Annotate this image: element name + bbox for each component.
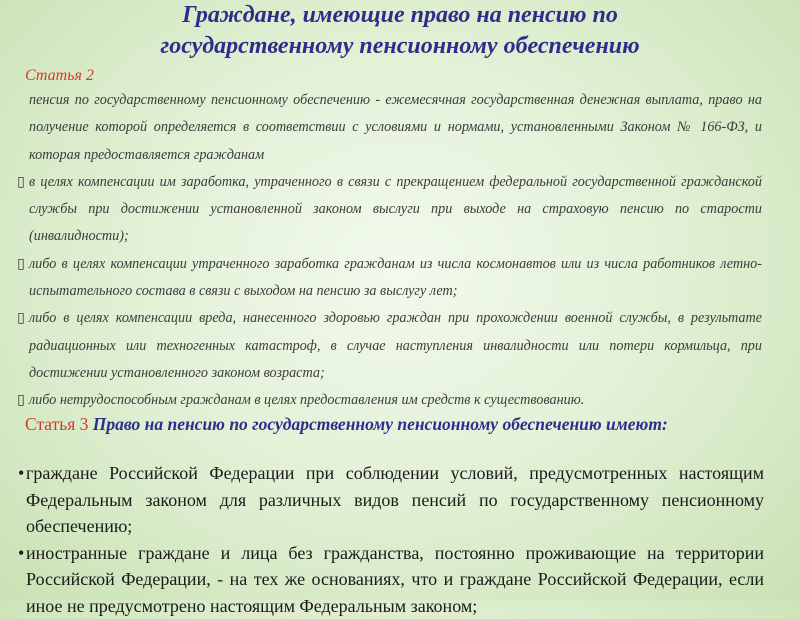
page-title-line-1: Граждане, имеющие право на пенсию по <box>182 2 618 28</box>
article-3-number: Статья 3 <box>25 414 88 434</box>
article-3-list <box>18 460 764 619</box>
article-3-item-text: иностранные граждане и лица без гражданства, постоянно проживающие на территории Российской Федерации, - на тех же основаниях, что и граждане Российской Федерации, если иное не предусмотрено настоящим Федеральным законом; <box>26 543 764 616</box>
article-3-item <box>18 540 764 619</box>
article-2-item-text: либо нетрудоспособным гражданам в целях предоставления им средств к существованию. <box>29 392 584 408</box>
article-2-item <box>14 305 762 387</box>
article-3-title: Право на пенсию по государственному пенсионному обеспечению имеют: <box>93 414 668 434</box>
article-2-item-text: либо в целях компенсации вреда, нанесенного здоровью граждан при прохождении военной службы, в результате радиационных или техногенных катастроф, в случае наступления инвалидности или потери кормильца, при достижении установленного законом возраста; <box>29 310 762 381</box>
article-3-item-text: граждане Российской Федерации при соблюдении условий, предусмотренных настоящим Федеральным законом для различных видов пенсий по государственному пенсионному обеспечению; <box>26 463 764 536</box>
article-2-item <box>14 169 762 251</box>
bullet-dot-icon: • <box>18 460 24 487</box>
page-title-line-2: государственному пенсионному обеспечению <box>160 33 639 59</box>
bullet-placeholder-icon: ▯ <box>14 305 28 332</box>
article-3-heading <box>25 412 765 436</box>
bullet-placeholder-icon: ▯ <box>14 169 28 196</box>
bullet-placeholder-icon: ▯ <box>14 251 28 278</box>
article-2-item <box>14 387 762 414</box>
article-2-heading: Статья 2 <box>25 66 94 86</box>
article-2-item-text: в целях компенсации им заработка, утраченного в связи с прекращением федеральной государственной гражданской службы при достижении установленной законом выслуги при выходе на страховую пенсию по старости (инвалидности); <box>29 174 762 245</box>
article-2-intro: пенсия по государственному пенсионному обеспечению - ежемесячная государственная денежная выплата, право на получение которой определяется в соответствии с условиями и нормами, установленными Законом № 166-ФЗ, и которая предоставляется гражданам <box>14 87 762 169</box>
article-2-item <box>14 251 762 306</box>
bullet-placeholder-icon: ▯ <box>14 387 28 414</box>
page-title <box>0 0 800 62</box>
bullet-dot-icon: • <box>18 540 24 567</box>
article-2-item-text: либо в целях компенсации утраченного заработка гражданам из числа космонавтов или из числа работников летно-испытательного состава в связи с выходом на пенсию за выслугу лет; <box>29 256 762 299</box>
article-3-item <box>18 460 764 540</box>
article-2-body <box>14 87 762 415</box>
